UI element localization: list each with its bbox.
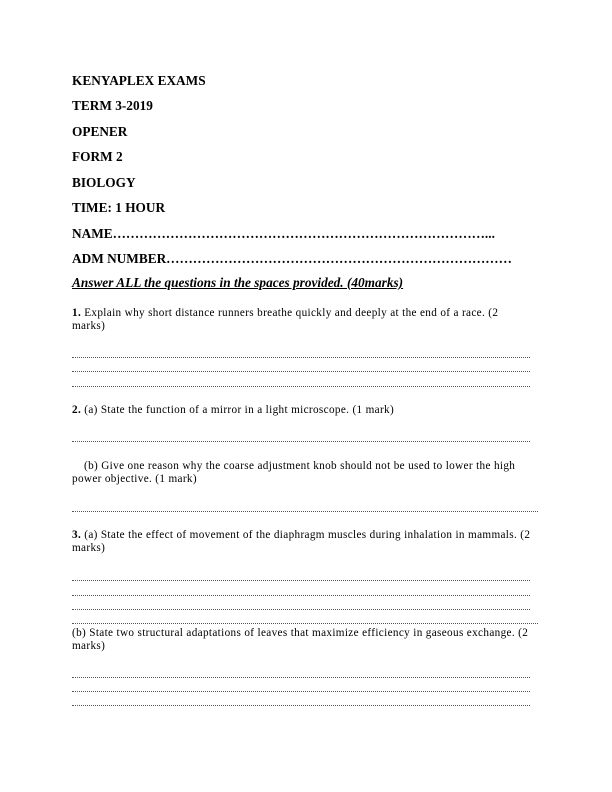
- school-title: KENYAPLEX EXAMS: [72, 73, 206, 88]
- answer-line[interactable]: [72, 572, 530, 581]
- question-3a: [72, 529, 532, 555]
- question-text: (a) State the function of a mirror in a light microscope. (1 mark): [81, 404, 395, 416]
- question-3b: [72, 627, 532, 653]
- question-2b: [72, 460, 532, 486]
- answer-line[interactable]: [72, 697, 530, 706]
- answer-line[interactable]: [72, 587, 530, 596]
- form-label: FORM 2: [72, 149, 123, 164]
- time-label: TIME: 1 HOUR: [72, 200, 166, 215]
- answer-line[interactable]: [72, 683, 530, 692]
- question-number: 2.: [72, 404, 82, 416]
- question-text: (b) Give one reason why the coarse adjustment knob should not be used to lower the high power objective. (1 mark): [72, 460, 516, 485]
- answer-line[interactable]: [72, 615, 538, 624]
- answer-line[interactable]: [72, 378, 530, 387]
- question-1: [72, 307, 532, 333]
- question-text: (b) State two structural adaptations of leaves that maximize efficiency in gaseous exchange. (2 marks): [72, 627, 529, 652]
- exam-type: OPENER: [72, 124, 128, 139]
- question-number: 1.: [72, 307, 82, 319]
- name-field[interactable]: NAME…………………………………………………………………………...: [72, 226, 495, 241]
- question-2a: [72, 404, 532, 417]
- question-number: 3.: [72, 529, 82, 541]
- answer-line[interactable]: [72, 503, 538, 512]
- subject-label: BIOLOGY: [72, 175, 136, 190]
- question-text: Explain why short distance runners breathe quickly and deeply at the end of a race. (2 marks): [72, 307, 499, 332]
- answer-line[interactable]: [72, 601, 530, 610]
- term-label: TERM 3-2019: [72, 98, 153, 113]
- answer-line[interactable]: [72, 363, 530, 372]
- answer-line[interactable]: [72, 669, 530, 678]
- question-text: (a) State the effect of movement of the diaphragm muscles during inhalation in mammals. (2 marks): [72, 529, 531, 554]
- answer-line[interactable]: [72, 349, 530, 358]
- adm-number-field[interactable]: ADM NUMBER……………………………………………………………………: [72, 251, 512, 266]
- instructions: Answer ALL the questions in the spaces provided. (40marks): [72, 275, 404, 290]
- answer-line[interactable]: [72, 433, 530, 442]
